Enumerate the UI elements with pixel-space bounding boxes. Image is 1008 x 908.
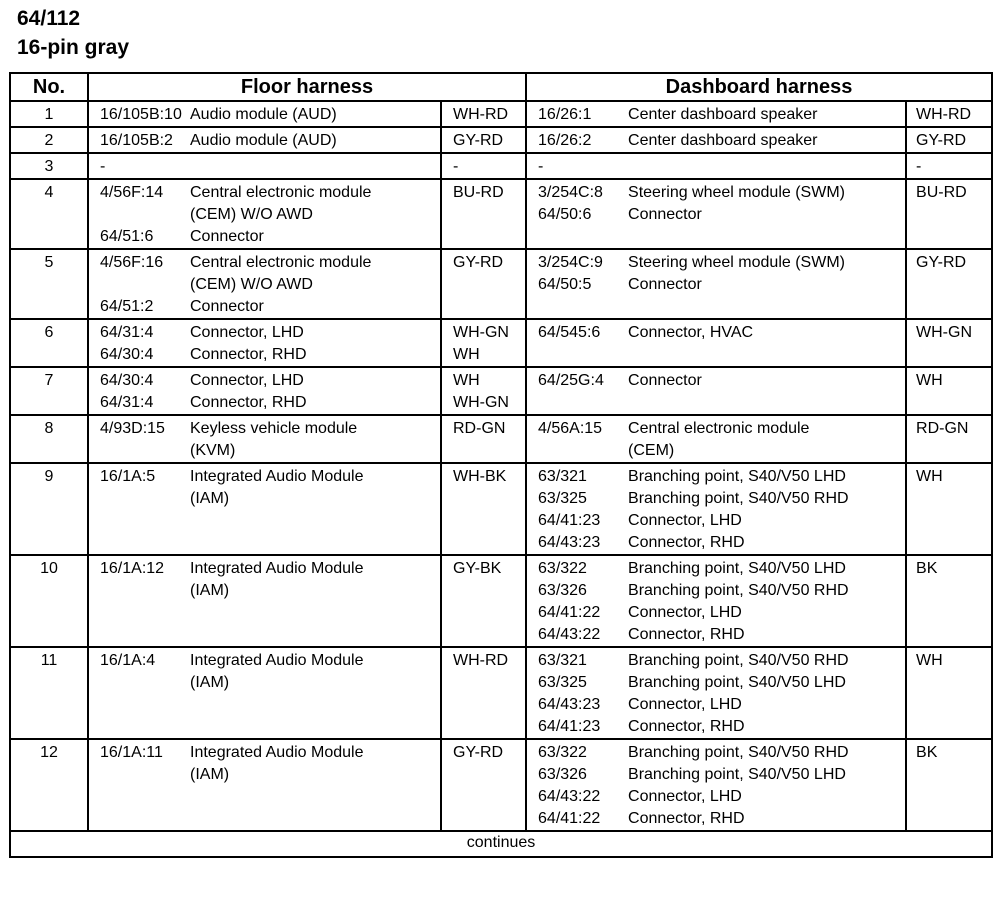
floor-description — [190, 153, 441, 179]
dash-description — [628, 127, 906, 153]
floor-location — [88, 739, 190, 831]
dash-description — [628, 179, 906, 249]
dash-wire-color — [906, 647, 992, 739]
dash-location-line: 63/321 — [538, 652, 587, 669]
dash-description — [628, 249, 906, 319]
dash-location-line: 4/56A:15 — [538, 420, 603, 437]
dash-description-line: Connector, LHD — [628, 512, 742, 529]
table-row — [10, 319, 992, 367]
dash-description-line: Steering wheel module (SWM) — [628, 184, 845, 201]
floor-wire-color-line: GY-RD — [453, 744, 504, 761]
floor-wire-color — [441, 319, 526, 367]
dash-description-line: Connector, LHD — [628, 788, 742, 805]
floor-location-line: 64/30:4 — [100, 346, 154, 363]
floor-description-line: Connector, LHD — [190, 372, 304, 389]
floor-description-line: (IAM) — [190, 674, 230, 691]
dash-location — [526, 739, 628, 831]
pin-number: 11 — [10, 647, 88, 739]
dash-location-line: 64/50:6 — [538, 206, 592, 223]
dash-location — [526, 319, 628, 367]
floor-location-line: 16/1A:5 — [100, 468, 156, 485]
diagram-code: 64/112 — [17, 7, 81, 30]
dash-description — [628, 555, 906, 647]
continues-note: continues — [10, 831, 992, 857]
table-row — [10, 555, 992, 647]
floor-location-line: 16/1A:4 — [100, 652, 156, 669]
dash-location-line: 3/254C:9 — [538, 254, 603, 271]
floor-location — [88, 249, 190, 319]
dash-description-line — [628, 156, 905, 178]
dash-wire-color — [906, 319, 992, 367]
floor-description — [190, 127, 441, 153]
dash-description-line: Branching point, S40/V50 LHD — [628, 560, 846, 577]
dash-location-line: 64/41:23 — [538, 718, 601, 735]
dash-description — [628, 101, 906, 127]
dash-description-line: Branching point, S40/V50 RHD — [628, 652, 849, 669]
dash-description-line: Center dashboard speaker — [628, 106, 818, 123]
dash-description — [628, 647, 906, 739]
pin-number: 4 — [10, 179, 88, 249]
dash-description-line: Connector, LHD — [628, 604, 742, 621]
dash-description-line: Steering wheel module (SWM) — [628, 254, 845, 271]
floor-wire-color-line: BU-RD — [453, 184, 504, 201]
pin-number: 1 — [10, 101, 88, 127]
wiring-table — [9, 72, 993, 858]
dash-location-line: 64/43:22 — [538, 788, 601, 805]
floor-location-line: 4/56F:14 — [100, 184, 164, 201]
dash-location-line: 64/41:23 — [538, 512, 601, 529]
dash-location-line: 63/325 — [538, 674, 587, 691]
pin-number: 12 — [10, 739, 88, 831]
floor-wire-color — [441, 127, 526, 153]
floor-wire-color — [441, 249, 526, 319]
dash-wire-color — [906, 179, 992, 249]
floor-wire-color — [441, 463, 526, 555]
floor-location — [88, 463, 190, 555]
floor-description-line: Central electronic module — [190, 254, 372, 271]
dash-description — [628, 319, 906, 367]
floor-location-line: 16/1A:12 — [100, 560, 165, 577]
floor-description-line: Connector, RHD — [190, 394, 307, 411]
floor-description-line: Integrated Audio Module — [190, 560, 364, 577]
floor-wire-color — [441, 739, 526, 831]
floor-description-line: (IAM) — [190, 582, 230, 599]
dash-location — [526, 463, 628, 555]
floor-wire-color-line: RD-GN — [453, 420, 506, 437]
floor-location-line: 4/56F:16 — [100, 254, 164, 271]
dash-location-line: - — [538, 158, 544, 175]
dash-description-line: Connector — [628, 372, 702, 389]
table-header-row — [10, 73, 992, 101]
floor-wire-color — [441, 101, 526, 127]
floor-location — [88, 367, 190, 415]
dash-location-line: 64/43:23 — [538, 696, 601, 713]
dash-description-line: Connector — [628, 206, 702, 223]
dash-description-line: Branching point, S40/V50 RHD — [628, 744, 849, 761]
dash-location-line: 64/25G:4 — [538, 372, 604, 389]
pin-number: 2 — [10, 127, 88, 153]
floor-location-line: 16/1A:11 — [100, 744, 163, 761]
dash-location-line: 3/254C:8 — [538, 184, 603, 201]
dash-wire-color-line: GY-RD — [916, 132, 967, 149]
floor-location-line: 16/105B:10 — [100, 106, 182, 123]
floor-location-line: 64/31:4 — [100, 394, 154, 411]
floor-location-line: 16/105B:2 — [100, 132, 173, 149]
dash-description — [628, 463, 906, 555]
dash-location — [526, 153, 628, 179]
floor-description-line: Central electronic module — [190, 184, 372, 201]
floor-wire-color-line: WH — [453, 346, 480, 363]
dash-description-line: Branching point, S40/V50 LHD — [628, 674, 846, 691]
pin-number: 3 — [10, 153, 88, 179]
floor-description-line: (IAM) — [190, 766, 230, 783]
dash-location-line: 63/325 — [538, 490, 587, 507]
floor-wire-color-line: - — [453, 158, 459, 175]
floor-location-line: 64/31:4 — [100, 324, 154, 341]
floor-description-line — [190, 156, 440, 178]
dash-description — [628, 739, 906, 831]
table-footer-row — [10, 831, 992, 857]
dash-location — [526, 127, 628, 153]
dash-description-line: Connector, HVAC — [628, 324, 754, 341]
dash-location — [526, 101, 628, 127]
floor-wire-color — [441, 179, 526, 249]
dash-location-line: 63/326 — [538, 582, 587, 599]
floor-wire-color — [441, 555, 526, 647]
dash-location — [526, 367, 628, 415]
table-row — [10, 101, 992, 127]
dash-wire-color-line: BK — [916, 560, 938, 577]
dash-wire-color — [906, 739, 992, 831]
table-row — [10, 463, 992, 555]
floor-wire-color — [441, 153, 526, 179]
floor-description-line: Connector, LHD — [190, 324, 304, 341]
pin-number: 5 — [10, 249, 88, 319]
dash-wire-color-line: WH — [916, 468, 943, 485]
floor-description — [190, 555, 441, 647]
floor-description — [190, 739, 441, 831]
dash-location-line: 63/322 — [538, 744, 587, 761]
floor-description-line: Integrated Audio Module — [190, 652, 364, 669]
dash-description-line: Branching point, S40/V50 LHD — [628, 468, 846, 485]
dash-location-line: 63/321 — [538, 468, 587, 485]
dash-description-line: Branching point, S40/V50 LHD — [628, 766, 846, 783]
floor-wire-color-line: WH-RD — [453, 106, 509, 123]
floor-description-line: Audio module (AUD) — [190, 106, 337, 123]
floor-location-line: 64/51:2 — [100, 298, 154, 315]
dash-location-line: 16/26:1 — [538, 106, 592, 123]
floor-description — [190, 463, 441, 555]
dash-wire-color-line: GY-RD — [916, 254, 967, 271]
floor-wire-color-line: WH — [453, 372, 480, 389]
pin-number: 8 — [10, 415, 88, 463]
dash-description-line: Connector — [628, 276, 702, 293]
dash-location-line: 64/50:5 — [538, 276, 592, 293]
dash-wire-color-line: WH — [916, 372, 943, 389]
floor-location-line: 64/51:6 — [100, 228, 154, 245]
dash-wire-color — [906, 463, 992, 555]
dash-wire-color — [906, 555, 992, 647]
column-header-floor-harness: Floor harness — [88, 73, 526, 101]
dash-location-line: 63/326 — [538, 766, 587, 783]
floor-wire-color-line: GY-RD — [453, 254, 504, 271]
page-header — [17, 4, 129, 62]
dash-description-line: Branching point, S40/V50 RHD — [628, 490, 849, 507]
dash-description-line: Connector, LHD — [628, 696, 742, 713]
dash-location — [526, 179, 628, 249]
floor-location — [88, 127, 190, 153]
floor-location — [88, 647, 190, 739]
dash-description-line: Connector, RHD — [628, 534, 745, 551]
dash-location — [526, 555, 628, 647]
dash-location — [526, 415, 628, 463]
floor-description-line: Connector — [190, 228, 264, 245]
floor-location — [88, 179, 190, 249]
dash-description-line: (CEM) — [628, 442, 675, 459]
table-row — [10, 179, 992, 249]
floor-wire-color-line: WH-GN — [453, 394, 509, 411]
pin-number: 7 — [10, 367, 88, 415]
dash-description — [628, 367, 906, 415]
table-row — [10, 415, 992, 463]
dash-location-line: 16/26:2 — [538, 132, 592, 149]
dash-wire-color-line: BU-RD — [916, 184, 967, 201]
table-row — [10, 249, 992, 319]
dash-wire-color-line: WH-GN — [916, 324, 972, 341]
column-header-dashboard-harness: Dashboard harness — [526, 73, 992, 101]
floor-location — [88, 319, 190, 367]
floor-description-line: Integrated Audio Module — [190, 744, 364, 761]
dash-wire-color — [906, 101, 992, 127]
floor-location-line — [100, 274, 190, 296]
dash-wire-color — [906, 415, 992, 463]
dash-location-line: 64/41:22 — [538, 604, 601, 621]
floor-description-line: Connector, RHD — [190, 346, 307, 363]
dash-description-line: Branching point, S40/V50 RHD — [628, 582, 849, 599]
floor-wire-color-line: WH-RD — [453, 652, 509, 669]
floor-wire-color — [441, 367, 526, 415]
floor-location — [88, 555, 190, 647]
dash-wire-color-line: RD-GN — [916, 420, 969, 437]
floor-description-line: Connector — [190, 298, 264, 315]
dash-wire-color-line: WH — [916, 652, 943, 669]
table-row — [10, 127, 992, 153]
floor-wire-color-line: WH-BK — [453, 468, 507, 485]
floor-description-line: (CEM) W/O AWD — [190, 276, 313, 293]
floor-description-line: (CEM) W/O AWD — [190, 206, 313, 223]
floor-location-line: 4/93D:15 — [100, 420, 165, 437]
floor-wire-color — [441, 415, 526, 463]
floor-location-line: - — [100, 158, 106, 175]
dash-location-line: 64/545:6 — [538, 324, 601, 341]
floor-wire-color-line: WH-GN — [453, 324, 509, 341]
table-row — [10, 739, 992, 831]
floor-description — [190, 249, 441, 319]
floor-description-line: Integrated Audio Module — [190, 468, 364, 485]
dash-location — [526, 647, 628, 739]
dash-location-line: 64/43:22 — [538, 626, 601, 643]
dash-wire-color-line: WH-RD — [916, 106, 972, 123]
pin-number: 6 — [10, 319, 88, 367]
dash-description-line: Connector, RHD — [628, 810, 745, 827]
dash-description-line: Connector, RHD — [628, 626, 745, 643]
pin-number: 10 — [10, 555, 88, 647]
floor-description-line: Audio module (AUD) — [190, 132, 337, 149]
floor-location-line — [100, 204, 190, 226]
dash-location-line: 64/41:22 — [538, 810, 601, 827]
dash-wire-color-line: BK — [916, 744, 938, 761]
dash-wire-color-line: - — [916, 158, 922, 175]
floor-description-line: (KVM) — [190, 442, 236, 459]
floor-wire-color — [441, 647, 526, 739]
table-row — [10, 153, 992, 179]
dash-description — [628, 153, 906, 179]
floor-description — [190, 415, 441, 463]
dash-location-line: 63/322 — [538, 560, 587, 577]
column-header-no: No. — [10, 73, 88, 101]
pin-number: 9 — [10, 463, 88, 555]
floor-description-line: Keyless vehicle module — [190, 420, 358, 437]
dash-location — [526, 249, 628, 319]
dash-location-line: 64/43:23 — [538, 534, 601, 551]
floor-description-line: (IAM) — [190, 490, 230, 507]
dash-description-line: Center dashboard speaker — [628, 132, 818, 149]
floor-location-line: 64/30:4 — [100, 372, 154, 389]
dash-description-line: Central electronic module — [628, 420, 810, 437]
floor-description — [190, 179, 441, 249]
floor-description — [190, 319, 441, 367]
dash-wire-color — [906, 367, 992, 415]
floor-location — [88, 153, 190, 179]
floor-description — [190, 367, 441, 415]
floor-location — [88, 101, 190, 127]
dash-wire-color — [906, 153, 992, 179]
floor-wire-color-line: GY-RD — [453, 132, 504, 149]
dash-description — [628, 415, 906, 463]
floor-wire-color-line: GY-BK — [453, 560, 502, 577]
floor-description — [190, 101, 441, 127]
table-body — [10, 101, 992, 831]
connector-type: 16-pin gray — [17, 36, 130, 59]
floor-location — [88, 415, 190, 463]
table-row — [10, 647, 992, 739]
dash-wire-color — [906, 249, 992, 319]
floor-description — [190, 647, 441, 739]
table-row — [10, 367, 992, 415]
dash-wire-color — [906, 127, 992, 153]
dash-description-line: Connector, RHD — [628, 718, 745, 735]
